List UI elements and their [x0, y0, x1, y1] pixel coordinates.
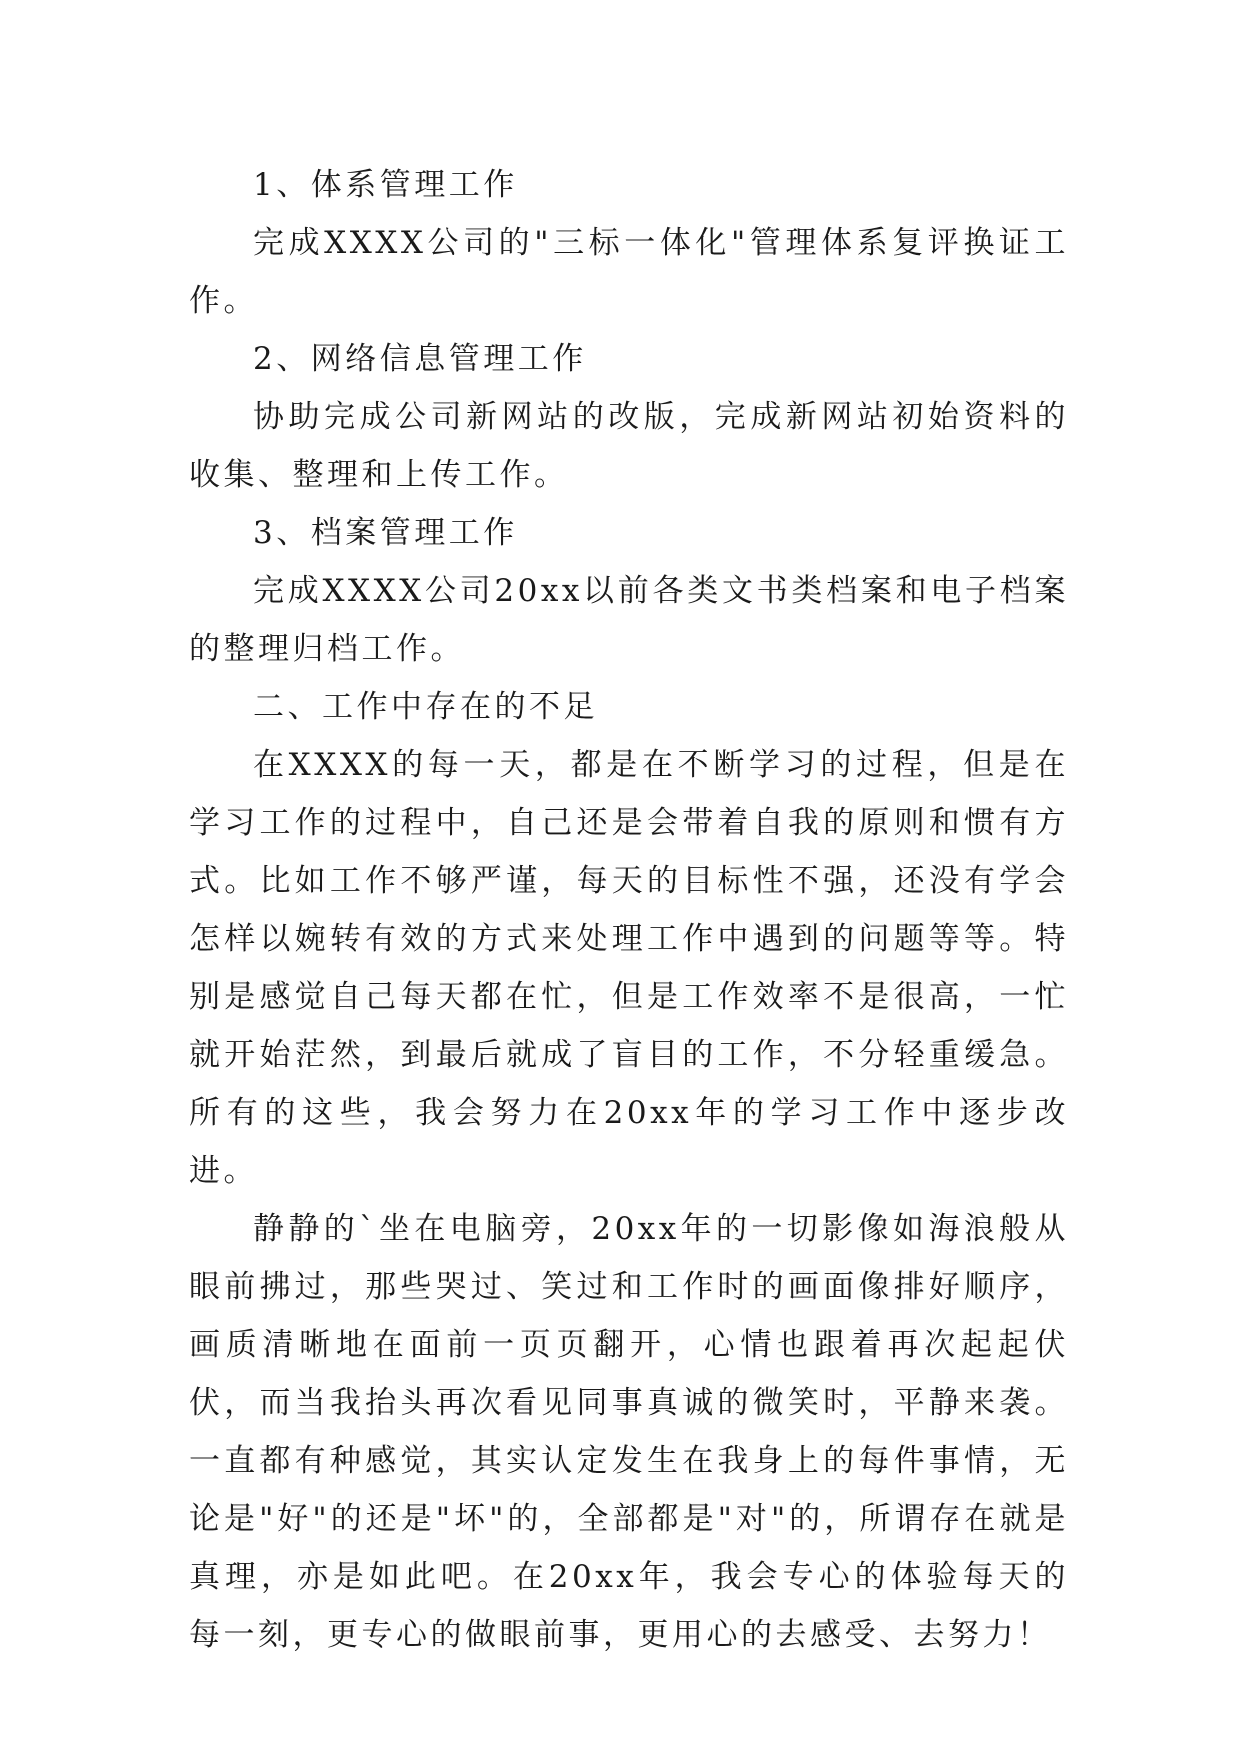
paragraph-network-info: 协助完成公司新网站的改版，完成新网站初始资料的收集、整理和上传工作。: [189, 399, 1069, 493]
paragraph-archive-management: 完成XXXX公司20xx以前各类文书类档案和电子档案的整理归档工作。: [189, 573, 1069, 667]
section-heading-archive-management: 3、档案管理工作: [253, 515, 518, 551]
paragraph-system-management: 完成XXXX公司的"三标一体化"管理体系复评换证工作。: [189, 225, 1069, 319]
document-body: [189, 156, 1069, 1664]
section-heading-system-management: 1、体系管理工作: [253, 167, 518, 203]
paragraph-shortcomings: 在XXXX的每一天，都是在不断学习的过程，但是在学习工作的过程中，自己还是会带着自我的原则和惯有方式。比如工作不够严谨，每天的目标性不强，还没有学会怎样以婉转有效的方式来处理工作中遇到的问题等等。特别是感觉自己每天都在忙，但是工作效率不是很高，一忙就开始茫然，到最后就成了盲目的工作，不分轻重缓急。所有的这些，我会努力在20xx年的学习工作中逐步改进。: [189, 747, 1069, 1189]
paragraph-reflection: 静静的`坐在电脑旁，20xx年的一切影像如海浪般从眼前拂过，那些哭过、笑过和工作时的画面像排好顺序，画质清晰地在面前一页页翻开，心情也跟着再次起起伏伏，而当我抬头再次看见同事真诚的微笑时，平静来袭。一直都有种感觉，其实认定发生在我身上的每件事情，无论是"好"的还是"坏"的，全部都是"对"的，所谓存在就是真理，亦是如此吧。在20xx年，我会专心的体验每天的每一刻，更专心的做眼前事，更用心的去感受、去努力！: [189, 1211, 1069, 1653]
section-heading-network-info: 2、网络信息管理工作: [253, 341, 587, 377]
section-heading-shortcomings: 二、工作中存在的不足: [253, 689, 598, 725]
